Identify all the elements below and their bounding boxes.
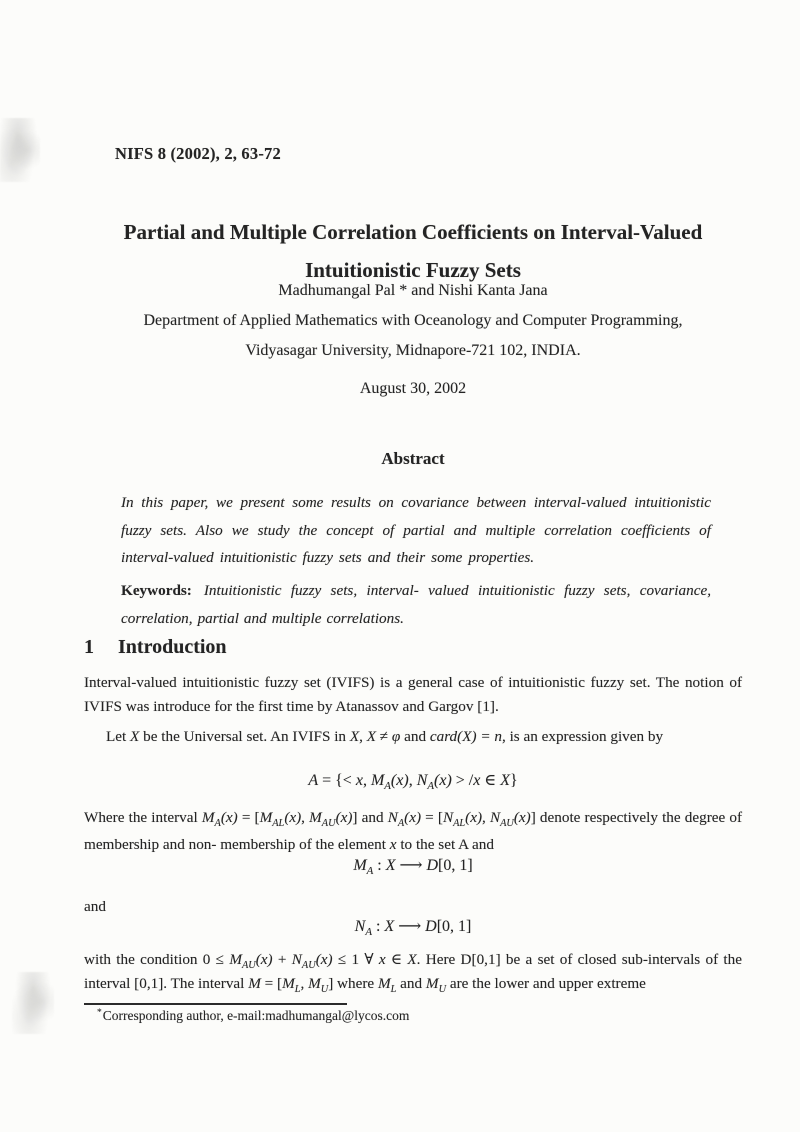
- title-line-1: Partial and Multiple Correlation Coefficients on Interval-Valued: [123, 220, 703, 244]
- paper-date: August 30, 2002: [359, 380, 467, 397]
- equation-nonmembership-map: $N_A$ : X ⟶ D[0, 1]: [354, 918, 472, 939]
- footnote: [97, 1008, 409, 1024]
- intro-paragraph-4: with the condition $0 \le M_{AU}(x) + N_{AU}(x) \le 1$ ∀ x ∈ X. Here D[0,1] be a set of closed sub-intervals of the interval [0,1]. The interval $M = [M_L$, $M_U$] where $M_L$ and $M_U$ are the lower and upper extreme: [84, 951, 742, 995]
- section-number: 1: [84, 636, 94, 658]
- author-block: [64, 276, 762, 366]
- footnote-marker: *: [97, 1007, 102, 1018]
- footnote-text: Corresponding author, e-mail:madhumangal@lycos.com: [102, 1008, 410, 1023]
- abstract-heading: Abstract: [381, 449, 445, 468]
- equation-membership-map: $M_A$ : X ⟶ D[0, 1]: [353, 857, 473, 878]
- section-heading: [84, 634, 227, 660]
- title-line-2: Intuitionistic Fuzzy Sets: [305, 258, 521, 282]
- author-names: Madhumangal Pal * and Nishi Kanta Jana: [278, 282, 548, 299]
- affiliation-line-1: Department of Applied Mathematics with Oceanology and Computer Programming,: [143, 312, 683, 329]
- abstract-body: In this paper, we present some results on covariance between interval-valued intuitionistic fuzzy sets. Also we study the concept of partial and multiple correlation coefficients of interval-valued intuitionistic fuzzy sets and their some properties.: [121, 494, 711, 566]
- connector-text: and: [84, 898, 106, 915]
- intro-paragraph-2: Let X be the Universal set. An IVIFS in X, X ≠ φ and card(X) = n, is an expression given by: [106, 728, 664, 745]
- affiliation-line-2: Vidyasagar University, Midnapore-721 102, INDIA.: [245, 342, 581, 359]
- keywords-line: [121, 577, 711, 632]
- section-title: Introduction: [118, 636, 227, 658]
- scan-artifact: [12, 972, 54, 1034]
- scan-artifact: [0, 118, 40, 182]
- equation-ivifs-definition: A = {< x, $M_A(x)$, $N_A(x) > /x$ ∈ X}: [308, 772, 518, 793]
- keywords-text: Intuitionistic fuzzy sets, interval- valued intuitionistic fuzzy sets, covariance, correlation, partial and multiple correlations.: [121, 582, 711, 627]
- keywords-label: Keywords:: [121, 582, 192, 599]
- journal-reference: NIFS 8 (2002), 2, 63-72: [115, 144, 281, 163]
- footnote-rule: [84, 1003, 347, 1005]
- intro-paragraph-1: Interval-valued intuitionistic fuzzy set (IVIFS) is a general case of intuitionistic fuzzy set. The notion of IVIFS was introduce for the first time by Atanassov and Gargov [1].: [84, 674, 742, 715]
- intro-paragraph-3: Where the interval $M_A(x) = [M_{AL}(x)$, $M_{AU}(x)$] and $N_A(x) = [N_{AL}(x)$, $N_{AU}(x)$] denote respectively the degree of membership and non- membership of the element x to the set A and: [84, 809, 743, 853]
